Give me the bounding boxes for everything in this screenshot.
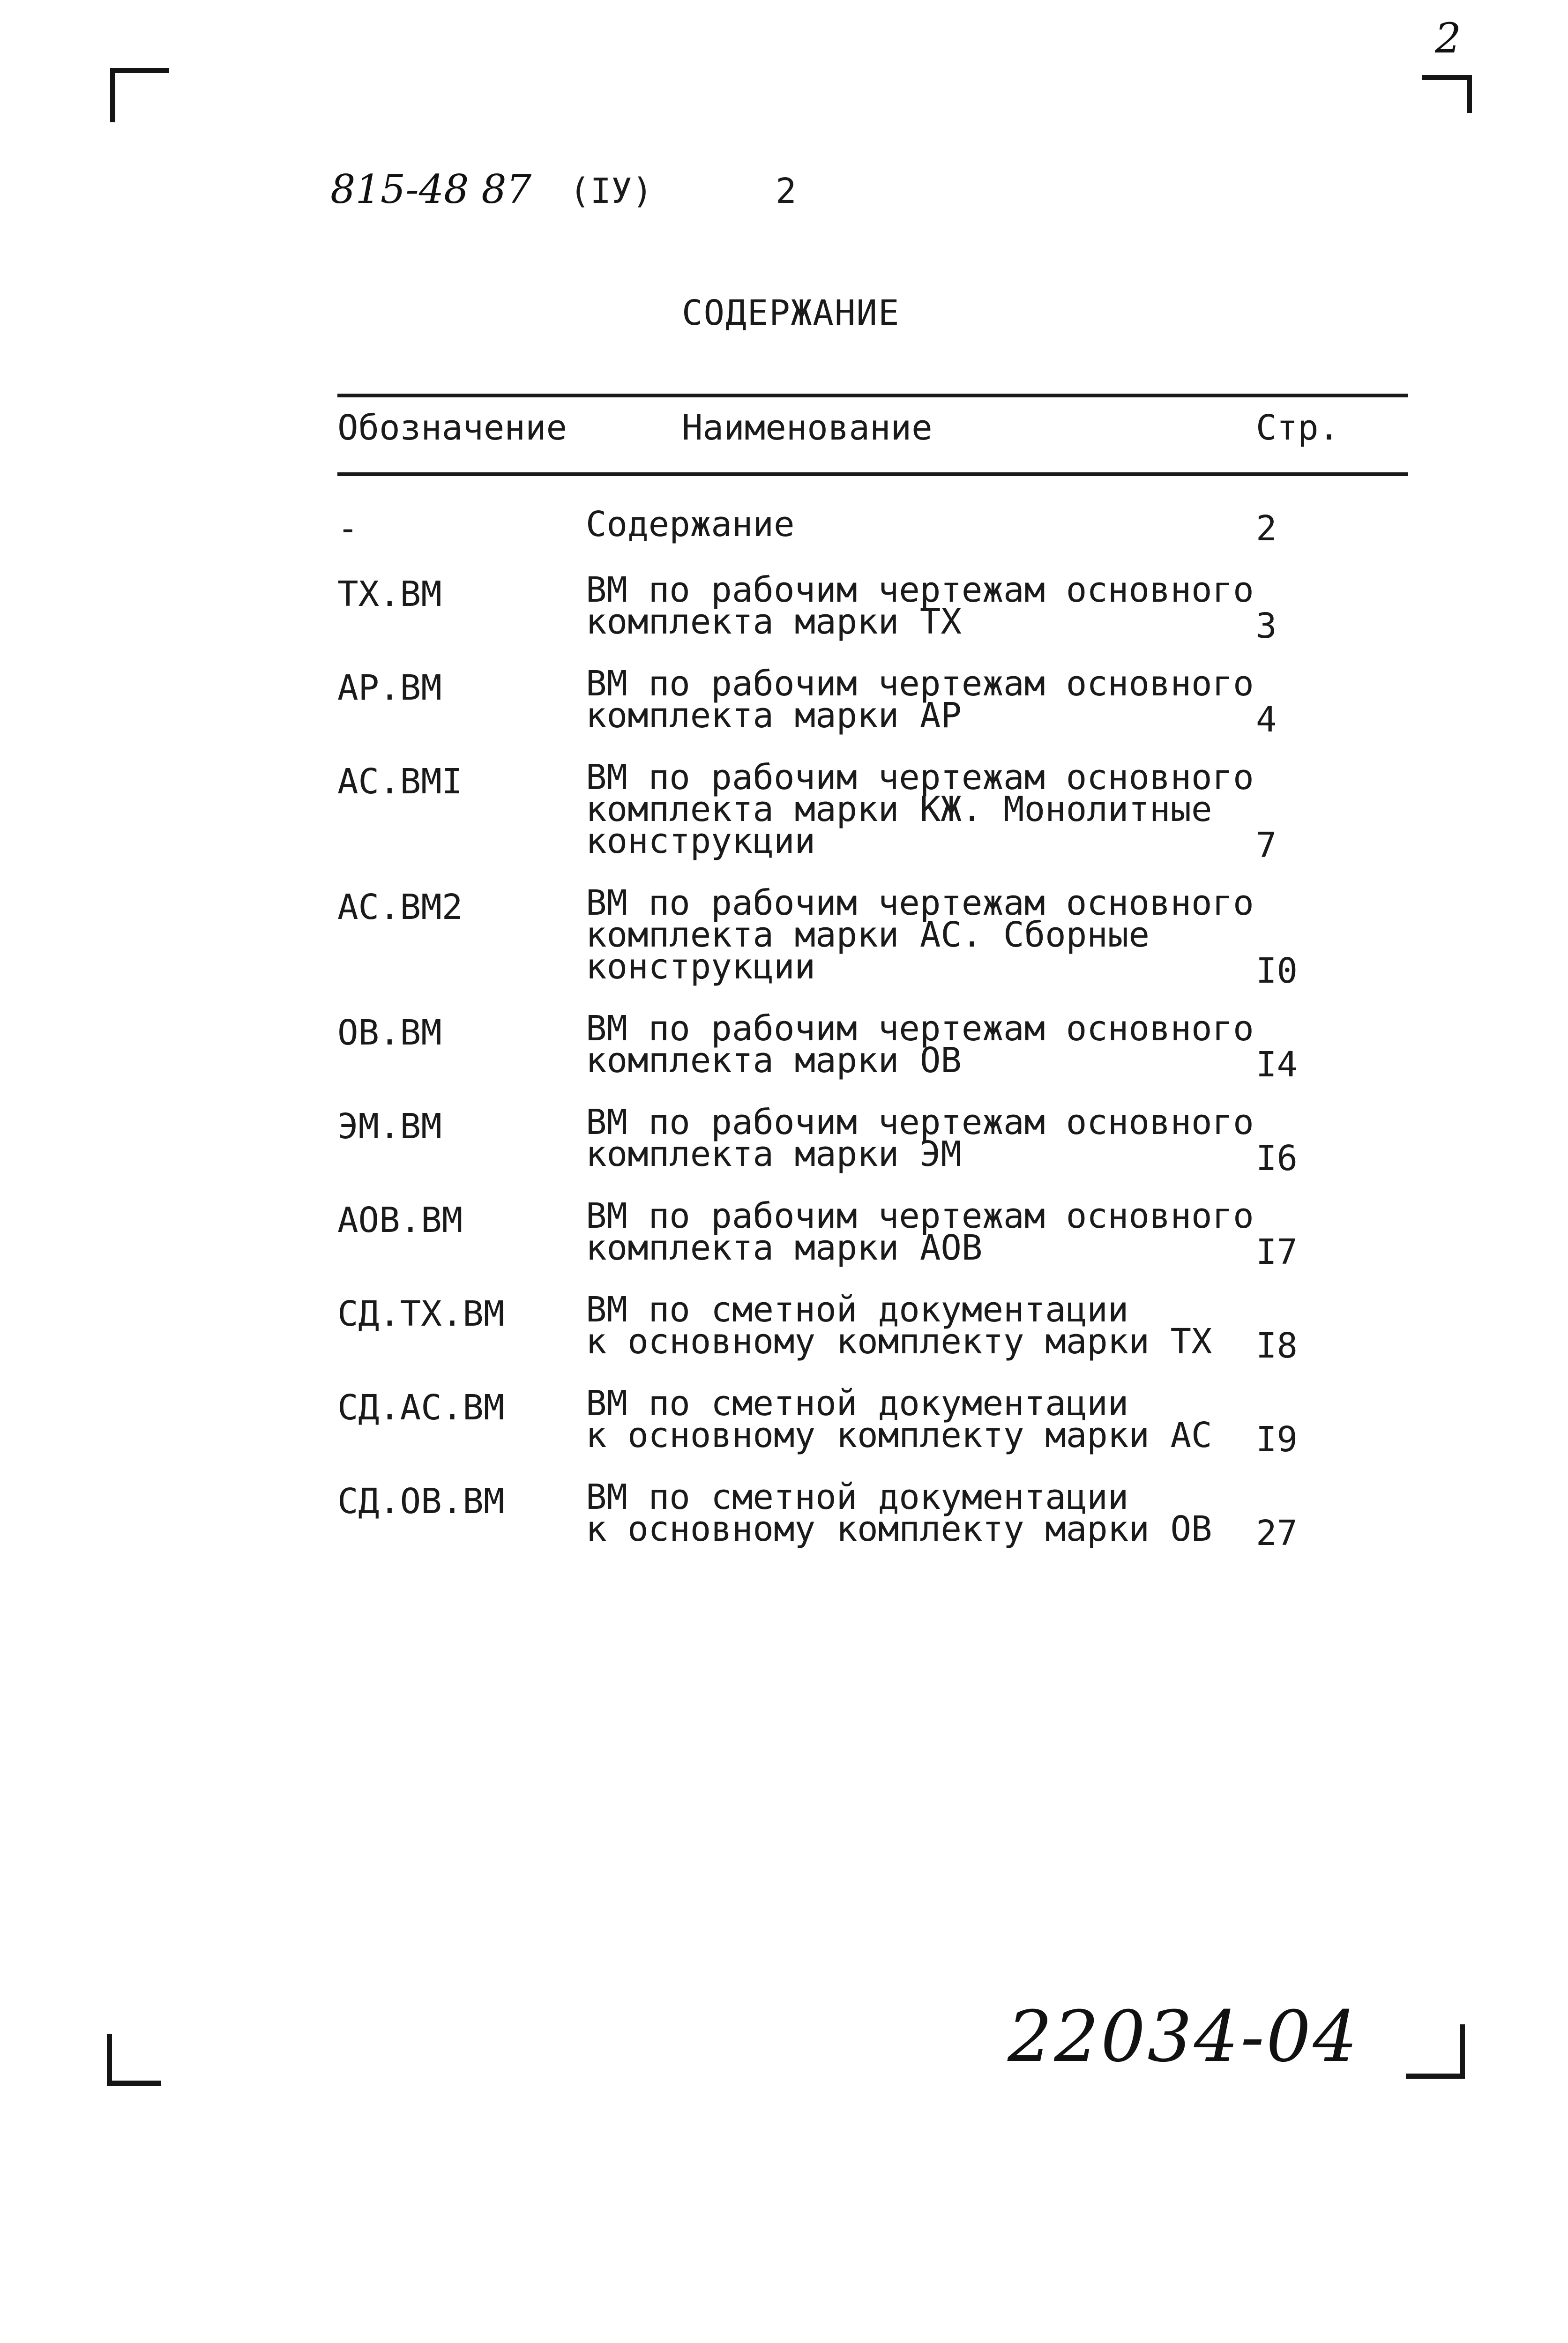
row-name: Содержание [586, 504, 795, 545]
row-page: 3 [1256, 606, 1277, 646]
row-page: I4 [1256, 1045, 1298, 1085]
row-name: ВМ по рабочим чертежам основного комплекта марки ОВ [586, 1008, 1254, 1081]
table-top-rule [337, 394, 1408, 397]
row-designation: ТХ.ВМ [337, 574, 442, 614]
row-name: ВМ по рабочим чертежам основного комплекта марки АР [586, 664, 1254, 736]
table-header-rule [337, 472, 1408, 476]
row-page: I0 [1256, 951, 1298, 991]
column-header-designation: Обозначение [337, 408, 567, 448]
frame-corner-top-right [1422, 75, 1472, 113]
row-designation: ЭМ.ВМ [337, 1106, 442, 1147]
document-page-number: 2 [776, 171, 797, 211]
row-designation: АОВ.ВМ [337, 1200, 463, 1240]
row-designation: СД.ТХ.ВМ [337, 1294, 505, 1334]
row-name: ВМ по рабочим чертежам основного комплекта марки АОВ [586, 1196, 1254, 1268]
row-page: 4 [1256, 700, 1277, 740]
row-designation: СД.АС.ВМ [337, 1388, 505, 1428]
column-header-name: Наименование [682, 408, 933, 448]
row-designation: АС.ВМI [337, 761, 463, 802]
row-name: ВМ по сметной документации к основному комплекту марки ТХ [586, 1290, 1212, 1362]
archive-number-handwritten: 22034-04 [1008, 1996, 1359, 2078]
frame-corner-bottom-right [1406, 2024, 1465, 2079]
row-designation: АР.ВМ [337, 668, 442, 708]
row-page: I7 [1256, 1232, 1298, 1272]
row-name: ВМ по рабочим чертежам основного комплекта марки ТХ [586, 570, 1254, 642]
row-designation: ОВ.ВМ [337, 1013, 442, 1053]
document-part: (IУ) [569, 171, 653, 211]
column-header-page: Стр. [1256, 408, 1340, 448]
frame-corner-top-left [110, 68, 169, 122]
row-page: 7 [1256, 825, 1277, 866]
row-designation: - [337, 508, 358, 549]
row-designation: СД.ОВ.ВМ [337, 1481, 505, 1522]
frame-corner-bottom-left [107, 2034, 161, 2086]
row-name: ВМ по сметной документации к основному комплекту марки АС [586, 1383, 1212, 1455]
document-code: 815-48 87 [330, 166, 532, 212]
row-page: 2 [1256, 508, 1277, 549]
row-page: 27 [1256, 1513, 1298, 1553]
row-name: ВМ по рабочим чертежам основного комплекта марки АС. Сборные конструкции [586, 883, 1254, 987]
row-page: I9 [1256, 1419, 1298, 1460]
sheet-number-handwritten: 2 [1435, 14, 1461, 62]
row-designation: АС.ВМ2 [337, 887, 463, 927]
row-page: I6 [1256, 1138, 1298, 1179]
row-name: ВМ по рабочим чертежам основного комплекта марки ЭМ [586, 1102, 1254, 1174]
row-name: ВМ по сметной документации к основному комплекту марки ОВ [586, 1477, 1212, 1549]
row-name: ВМ по рабочим чертежам основного комплекта марки КЖ. Монолитные конструкции [586, 757, 1254, 861]
row-page: I8 [1256, 1326, 1298, 1366]
page-title: СОДЕРЖАНИЕ [682, 293, 900, 333]
